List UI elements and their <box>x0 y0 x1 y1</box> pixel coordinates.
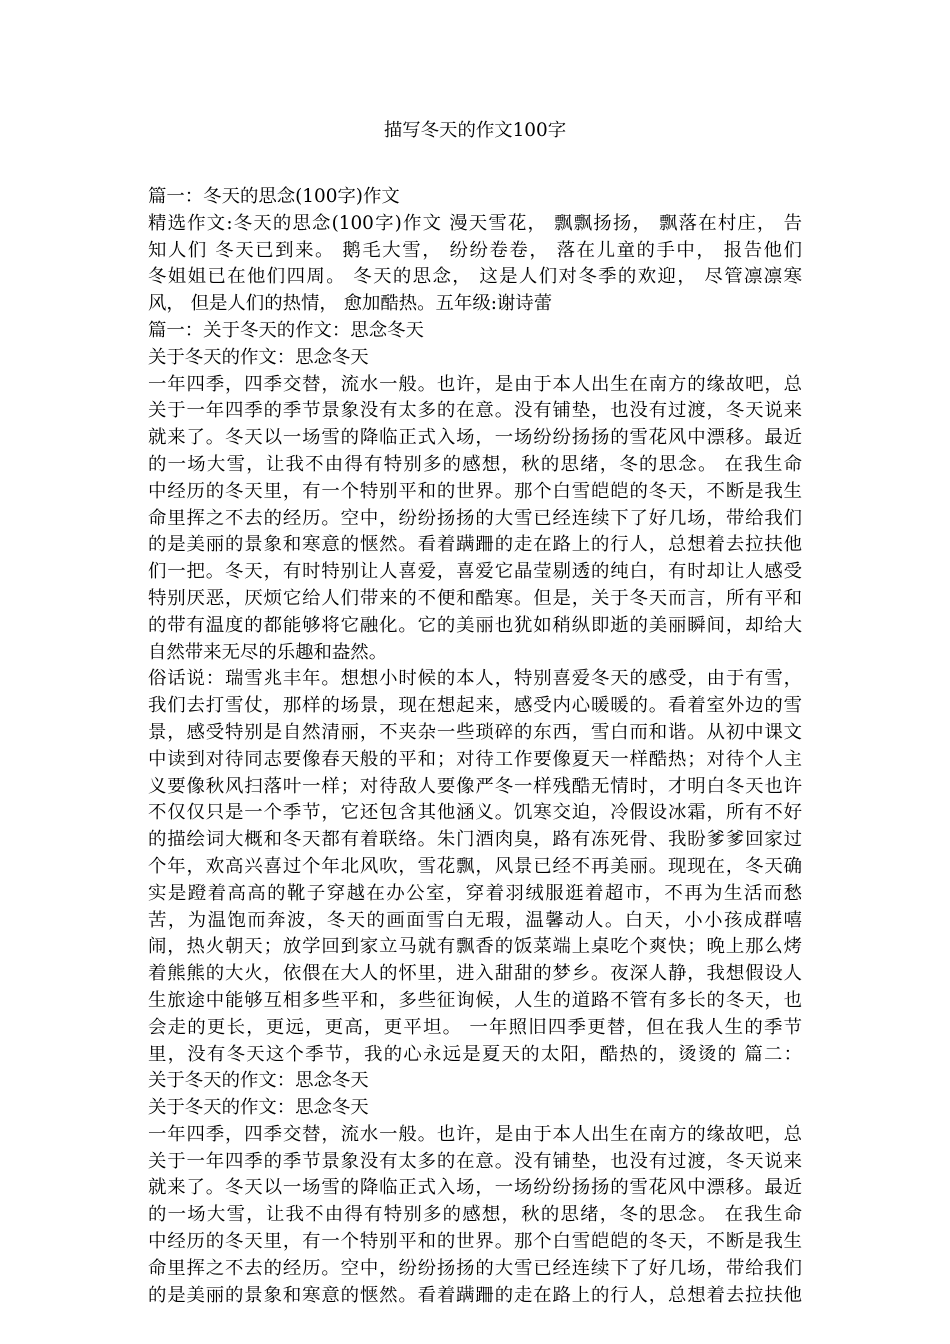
text-line: 篇一：关于冬天的作文：思念冬天 <box>148 319 424 341</box>
text-line: 一年四季，四季交替，流水一般。也许，是由于本人出生在南方的缘故吧，总 <box>148 373 802 395</box>
text-line: 关于冬天的作文：思念冬天 <box>148 346 369 368</box>
text-line: 的是美丽的景象和寒意的惬然。看着蹒跚的走在路上的行人，总想着去拉扶他 <box>148 534 802 556</box>
text-line: 会走的更长，更远，更高，更平坦。 一年照旧四季更替，但在我人生的季节 <box>148 1016 802 1038</box>
text-line: 闹，热火朝天；放学回到家立马就有飘香的饭菜端上桌吃个爽快；晚上那么烤 <box>148 936 802 958</box>
text-line: 我们去打雪仗，那样的场景，现在想起来，感受内心暖暖的。看着室外边的雪 <box>148 695 802 717</box>
text-line: 知人们 冬天已到来。 鹅毛大雪， 纷纷卷卷， 落在儿童的手中， 报告他们 <box>148 239 802 261</box>
text-line: 义要像秋风扫落叶一样；对待敌人要像严冬一样残酷无情时，才明白冬天也许 <box>148 775 802 797</box>
text-line: 中经历的冬天里，有一个特别平和的世界。那个白雪皑皑的冬天，不断是我生 <box>148 1231 802 1253</box>
text-line: 的描绘词大概和冬天都有着联络。朱门酒肉臭，路有冻死骨、我盼爹爹回家过 <box>148 829 802 851</box>
text-line: 自然带来无尽的乐趣和盎然。 <box>148 641 388 663</box>
text-line: 的是美丽的景象和寒意的惬然。看着蹒跚的走在路上的行人，总想着去拉扶他 <box>148 1284 802 1306</box>
text-line: 们一把。冬天，有时特别让人喜爱，喜爱它晶莹剔透的纯白，有时却让人感受 <box>148 561 802 583</box>
text-line: 精选作文:冬天的思念(100字)作文 漫天雪花， 飘飘扬扬， 飘落在村庄， 告 <box>148 212 802 234</box>
text-line: 就来了。冬天以一场雪的降临正式入场，一场纷纷扬扬的雪花风中漂移。最近 <box>148 427 802 449</box>
text-line: 关于冬天的作文：思念冬天 <box>148 1097 369 1119</box>
document-page <box>148 118 802 1309</box>
text-line: 关于一年四季的季节景象没有太多的在意。没有铺垫，也没有过渡，冬天说来 <box>148 400 802 422</box>
text-line: 的一场大雪，让我不由得有特别多的感想，秋的思绪，冬的思念。 在我生命 <box>148 453 802 475</box>
text-line: 俗话说：瑞雪兆丰年。想想小时候的本人，特别喜爱冬天的感受，由于有雪， <box>148 668 802 690</box>
text-line: 命里挥之不去的经历。空中，纷纷扬扬的大雪已经连续下了好几场，带给我们 <box>148 1257 802 1279</box>
text-line: 中经历的冬天里，有一个特别平和的世界。那个白雪皑皑的冬天，不断是我生 <box>148 480 802 502</box>
text-line: 苦，为温饱而奔波，冬天的画面雪白无瑕，温馨动人。白天，小小孩成群嘻 <box>148 909 802 931</box>
text-line: 里，没有冬天这个季节，我的心永远是夏天的太阳，酷热的，烫烫的 篇二： <box>148 1043 802 1065</box>
document-body <box>148 184 802 1309</box>
text-line: 命里挥之不去的经历。空中，纷纷扬扬的大雪已经连续下了好几场，带给我们 <box>148 507 802 529</box>
document-title: 描写冬天的作文100字 <box>383 120 567 141</box>
text-line: 的一场大雪，让我不由得有特别多的感想，秋的思绪，冬的思念。 在我生命 <box>148 1204 802 1226</box>
text-line: 实是蹬着高高的靴子穿越在办公室，穿着羽绒服逛着超市，不再为生活而愁 <box>148 882 802 904</box>
text-line: 着熊熊的大火，依偎在大人的怀里，进入甜甜的梦乡。夜深人静，我想假设人 <box>148 963 802 985</box>
text-line: 关于一年四季的季节景象没有太多的在意。没有铺垫，也没有过渡，冬天说来 <box>148 1150 802 1172</box>
text-line: 的带有温度的都能够将它融化。它的美丽也犹如稍纵即逝的美丽瞬间，却给大 <box>148 614 802 636</box>
text-line: 篇一：冬天的思念(100字)作文 <box>148 186 400 207</box>
text-line: 生旅途中能够互相多些平和，多些征询候，人生的道路不管有多长的冬天，也 <box>148 989 802 1011</box>
text-line: 不仅仅只是一个季节，它还包含其他涵义。饥寒交迫，冷假设冰霜，所有不好 <box>148 802 802 824</box>
text-line: 冬姐姐已在他们四周。 冬天的思念， 这是人们对冬季的欢迎， 尽管凛凛寒 <box>148 266 802 288</box>
text-line: 一年四季，四季交替，流水一般。也许，是由于本人出生在南方的缘故吧，总 <box>148 1123 802 1145</box>
text-line: 特别厌恶，厌烦它给人们带来的不便和酷寒。但是，关于冬天而言，所有平和 <box>148 587 802 609</box>
text-line: 中读到对待同志要像春天般的平和；对待工作要像夏天一样酷热；对待个人主 <box>148 748 802 770</box>
text-line: 就来了。冬天以一场雪的降临正式入场，一场纷纷扬扬的雪花风中漂移。最近 <box>148 1177 802 1199</box>
text-line: 风， 但是人们的热情， 愈加酷热。五年级:谢诗蕾 <box>148 293 553 315</box>
text-line: 景，感受特别是自然清丽，不夹杂一些琐碎的东西，雪白而和谐。从初中课文 <box>148 721 802 743</box>
text-line: 个年，欢高兴喜过个年北风吹，雪花飘，风景已经不再美丽。现现在，冬天确 <box>148 855 802 877</box>
text-line: 关于冬天的作文：思念冬天 <box>148 1070 369 1092</box>
